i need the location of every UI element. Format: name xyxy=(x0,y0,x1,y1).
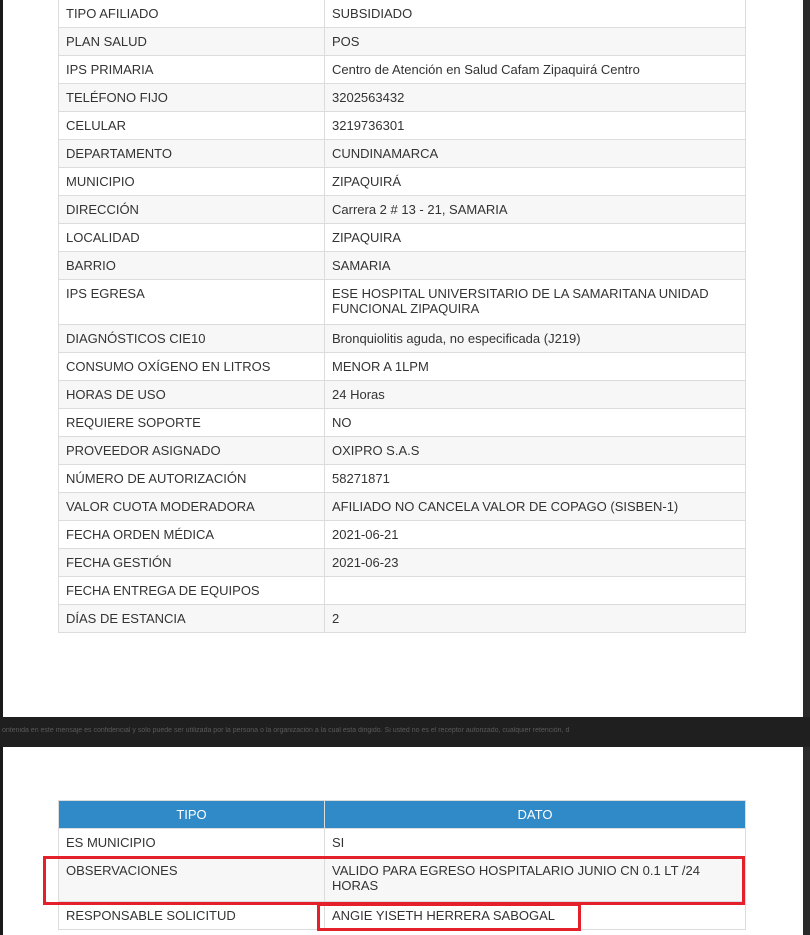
row-value: VALIDO PARA EGRESO HOSPITALARIO JUNIO CN 0.1 LT /24 HORAS xyxy=(325,857,746,902)
table-row xyxy=(59,465,746,493)
row-value: 2021-06-21 xyxy=(325,521,746,549)
summary-table xyxy=(58,800,746,930)
row-label: FECHA GESTIÓN xyxy=(59,549,325,577)
row-value: 2021-06-23 xyxy=(325,549,746,577)
disclaimer-text: ontenida en este mensaje es confidencial y solo puede ser utilizada por la persona o la organización a la cual esta dirigido. Si usted no es el receptor autorizado, cualquier retención, d xyxy=(2,727,570,734)
row-label: CELULAR xyxy=(59,112,325,140)
table-row xyxy=(59,521,746,549)
row-value: ESE HOSPITAL UNIVERSITARIO DE LA SAMARITANA UNIDAD FUNCIONAL ZIPAQUIRA xyxy=(325,280,746,325)
table-row xyxy=(59,409,746,437)
row-label: ES MUNICIPIO xyxy=(59,829,325,857)
row-label: RESPONSABLE SOLICITUD xyxy=(59,902,325,930)
table-row xyxy=(59,112,746,140)
row-label: FECHA ENTREGA DE EQUIPOS xyxy=(59,577,325,605)
row-label: DÍAS DE ESTANCIA xyxy=(59,605,325,633)
table-row xyxy=(59,857,746,902)
row-label: PLAN SALUD xyxy=(59,28,325,56)
row-value: POS xyxy=(325,28,746,56)
right-edge-strip xyxy=(803,0,810,935)
row-label: LOCALIDAD xyxy=(59,224,325,252)
row-value: SI xyxy=(325,829,746,857)
row-label: IPS PRIMARIA xyxy=(59,56,325,84)
column-header-dato: DATO xyxy=(325,801,746,829)
row-label: OBSERVACIONES xyxy=(59,857,325,902)
row-value: ZIPAQUIRA xyxy=(325,224,746,252)
row-value: ANGIE YISETH HERRERA SABOGAL xyxy=(325,902,746,930)
row-value: Bronquiolitis aguda, no especificada (J219) xyxy=(325,325,746,353)
row-label: DEPARTAMENTO xyxy=(59,140,325,168)
row-label: CONSUMO OXÍGENO EN LITROS xyxy=(59,353,325,381)
table-row xyxy=(59,0,746,28)
table-row xyxy=(59,196,746,224)
table-row xyxy=(59,280,746,325)
patient-details-table xyxy=(58,0,746,633)
row-value: 3202563432 xyxy=(325,84,746,112)
row-label: TIPO AFILIADO xyxy=(59,0,325,28)
table-row xyxy=(59,902,746,930)
table-row xyxy=(59,56,746,84)
row-value: 2 xyxy=(325,605,746,633)
row-value: Carrera 2 # 13 - 21, SAMARIA xyxy=(325,196,746,224)
table-row xyxy=(59,353,746,381)
row-value: Centro de Atención en Salud Cafam Zipaquirá Centro xyxy=(325,56,746,84)
table-row xyxy=(59,437,746,465)
table-row xyxy=(59,381,746,409)
row-value: 3219736301 xyxy=(325,112,746,140)
row-value: ZIPAQUIRÁ xyxy=(325,168,746,196)
column-header-tipo: TIPO xyxy=(59,801,325,829)
row-label: MUNICIPIO xyxy=(59,168,325,196)
table-row xyxy=(59,493,746,521)
table-header-row xyxy=(59,801,746,829)
row-value: CUNDINAMARCA xyxy=(325,140,746,168)
table-row xyxy=(59,224,746,252)
row-value xyxy=(325,577,746,605)
summary-panel xyxy=(3,747,803,935)
row-label: DIAGNÓSTICOS CIE10 xyxy=(59,325,325,353)
table-row xyxy=(59,252,746,280)
row-label: NÚMERO DE AUTORIZACIÓN xyxy=(59,465,325,493)
row-label: VALOR CUOTA MODERADORA xyxy=(59,493,325,521)
table-row xyxy=(59,605,746,633)
table-row xyxy=(59,168,746,196)
row-label: PROVEEDOR ASIGNADO xyxy=(59,437,325,465)
table-row xyxy=(59,28,746,56)
table-row xyxy=(59,140,746,168)
row-label: TELÉFONO FIJO xyxy=(59,84,325,112)
row-value: 24 Horas xyxy=(325,381,746,409)
row-label: FECHA ORDEN MÉDICA xyxy=(59,521,325,549)
table-row xyxy=(59,325,746,353)
row-label: IPS EGRESA xyxy=(59,280,325,325)
row-value: AFILIADO NO CANCELA VALOR DE COPAGO (SISBEN-1) xyxy=(325,493,746,521)
row-label: REQUIERE SOPORTE xyxy=(59,409,325,437)
details-panel xyxy=(3,0,803,717)
disclaimer-band xyxy=(0,717,810,747)
row-label: DIRECCIÓN xyxy=(59,196,325,224)
row-value: OXIPRO S.A.S xyxy=(325,437,746,465)
table-row xyxy=(59,829,746,857)
row-value: SAMARIA xyxy=(325,252,746,280)
row-value: NO xyxy=(325,409,746,437)
row-value: 58271871 xyxy=(325,465,746,493)
table-row xyxy=(59,577,746,605)
table-row xyxy=(59,549,746,577)
table-row xyxy=(59,84,746,112)
row-value: MENOR A 1LPM xyxy=(325,353,746,381)
row-label: HORAS DE USO xyxy=(59,381,325,409)
row-label: BARRIO xyxy=(59,252,325,280)
row-value: SUBSIDIADO xyxy=(325,0,746,28)
